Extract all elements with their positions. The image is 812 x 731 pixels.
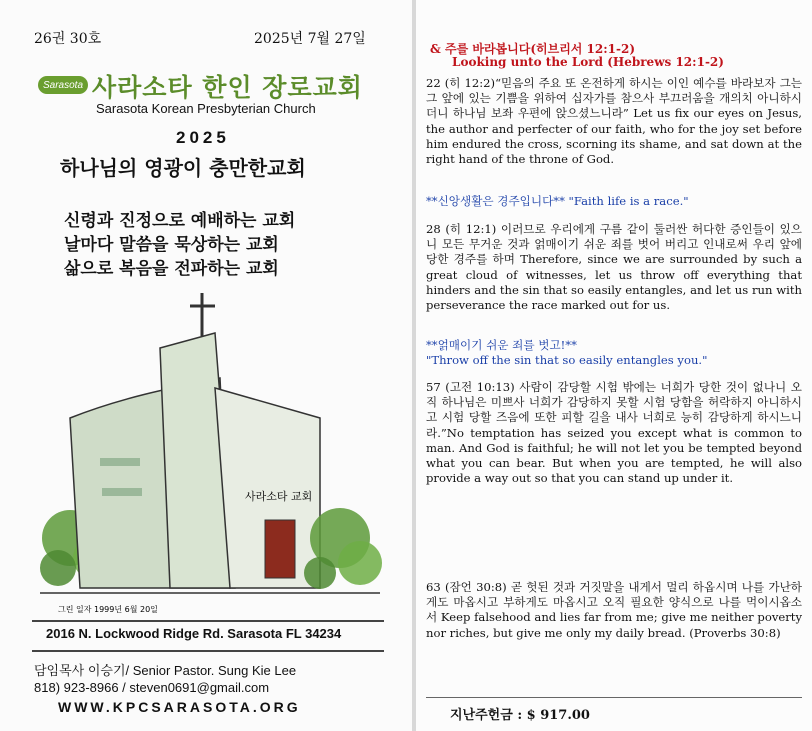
church-name-english: Sarasota Korean Presbyterian Church	[96, 101, 316, 116]
volume-number: 26권 30호	[34, 31, 102, 47]
motto-line: 신령과 진정으로 예배하는 교회	[64, 211, 296, 231]
contact-info: 818) 923-8966 / steven0691@gmail.com	[34, 680, 270, 695]
callout-text: "Throw off the sin that so easily entangles you."	[426, 353, 708, 367]
callout-text: **얽매이기 쉬운 죄를 벗고!**	[426, 338, 577, 352]
church-name-korean: 사라소타 한인 장로교회	[92, 73, 363, 102]
church-logo-badge: Sarasota	[38, 76, 88, 94]
senior-pastor: 담임목사 이승기/ Senior Pastor. Sung Kie Lee	[34, 663, 297, 678]
church-address: 2016 N. Lockwood Ridge Rd. Sarasota FL 34234	[46, 626, 342, 641]
last-week-offering: 지난주헌금 : $ 917.00	[450, 708, 590, 723]
church-website[interactable]: WWW.KPCSARASOTA.ORG	[58, 699, 301, 715]
verse-paragraph: 22 (히 12:2)“믿음의 주요 또 온전하게 하시는 이인 예수를 바라보자 그는 그 앞에 있는 기쁨을 위하여 십자가를 참으사 부끄러움을 개의치 아니하시더니 하나님 보좌 우편에 앉으셨느니라” Let us fix our eyes on Jesus, the author and perfecter of our faith, who for the joy set before him endured the cross, scorning its shame, and sat down at the right hand of the throne of God.	[426, 76, 802, 167]
verse-paragraph: 28 (히 12:1) 이러므로 우리에게 구름 같이 둘러싼 허다한 증인들이 있으니 모든 무거운 것과 얽매이기 쉬운 죄를 벗어 버리고 인내로써 우리 앞에 당한 경주를 하며 Therefore, since we are surrounded by such a great cloud of witnesses, let us throw off everything that hinders and the sin that so easily entangles, and let us run with perseverance the race marked out for us.	[426, 222, 802, 313]
verse-paragraph: 63 (잠언 30:8) 곧 헛된 것과 거짓말을 내게서 멀리 하옵시며 나를 가난하게도 마옵시고 부하게도 마옵시고 오직 필요한 양식으로 나를 먹이시옵소서 Keep falsehood and lies far from me; give me neither poverty nor riches, but give me only my daily bread. (Proverbs 30:8)	[426, 580, 802, 640]
year-theme: 하나님의 영광이 충만한교회	[60, 156, 306, 180]
bulletin-inner-page	[416, 0, 812, 731]
drawing-caption: 그린 일자 1999년 6월 20일	[58, 605, 158, 614]
verse-paragraph: 57 (고전 10:13) 사람이 감당할 시험 밖에는 너희가 당한 것이 없나니 오직 하나님은 미쁘사 너희가 감당하지 못할 시험 당함을 허락하지 아니하시고 시험 당할 즈음에 또한 피할 길을 내사 너희로 능히 감당하게 하시느니라.”No temptation has seized you except what is common to man. And God is faithful; he will not let you be tempted beyond what you can bear. But when you are tempted, he will also provide a way out so that you can stand up under it.	[426, 380, 802, 486]
year-label: 2025	[176, 128, 230, 147]
drawing-sign-text: 사라소타 교회	[245, 490, 313, 503]
bulletin-date: 2025년 7월 27일	[254, 31, 366, 47]
callout-text: **신앙생활은 경주입니다** "Faith life is a race."	[426, 194, 689, 208]
sermon-title-english: Looking unto the Lord (Hebrews 12:1-2)	[452, 55, 724, 69]
church-building-drawing	[40, 288, 390, 618]
motto-line: 날마다 말씀을 묵상하는 교회	[64, 235, 279, 255]
sermon-title-korean: & 주를 바라봅니다(히브리서 12:1-2)	[430, 42, 636, 56]
divider-line	[32, 650, 384, 652]
divider-line	[426, 697, 802, 698]
motto-line: 삶으로 복음을 전파하는 교회	[64, 259, 279, 279]
divider-line	[32, 620, 384, 622]
